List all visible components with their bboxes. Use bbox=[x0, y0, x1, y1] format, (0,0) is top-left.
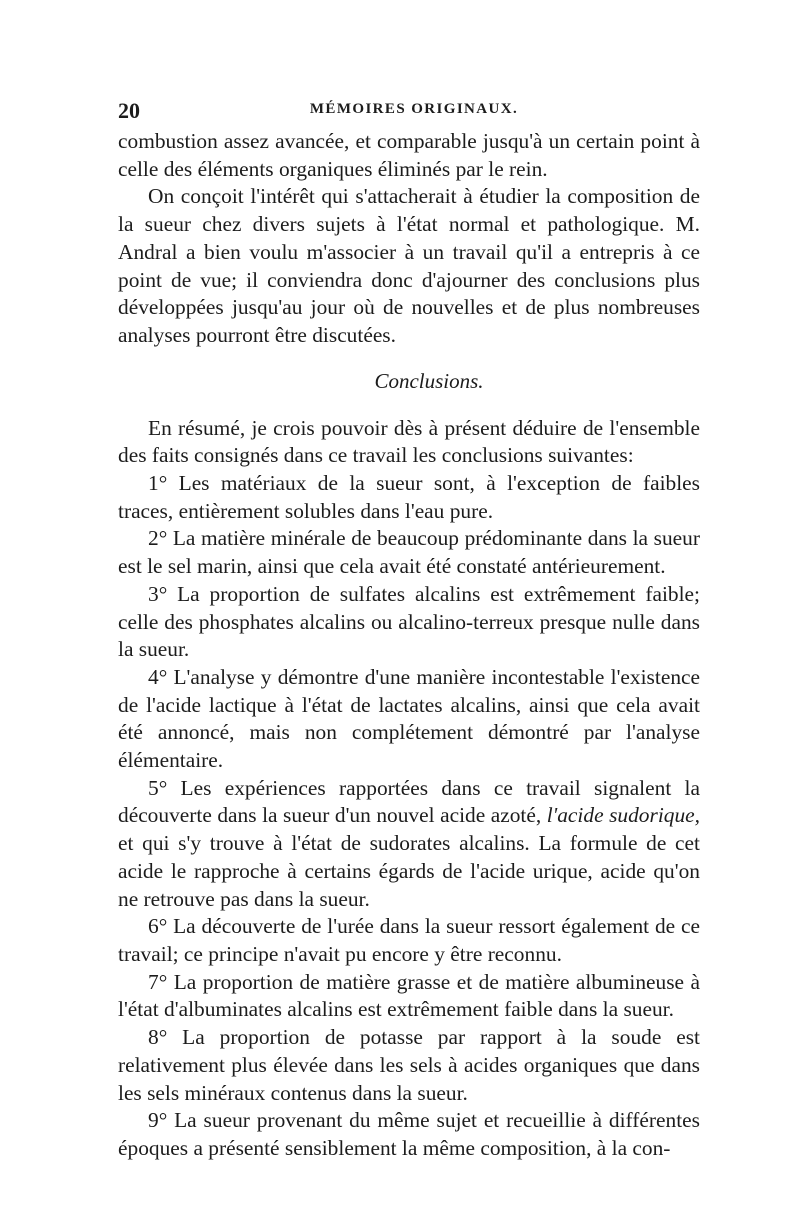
page-number: 20 bbox=[118, 98, 140, 123]
conclusion-5 bbox=[118, 775, 700, 914]
conclusion-5-text-end: et qui s'y trouve à l'état de sudorates alcalins. La formule de cet acide le rapproche à certains égards de l'acide urique, acide qu'on ne retrouve pas dans la sueur. bbox=[118, 831, 700, 911]
paragraph-summary: En résumé, je crois pouvoir dès à présent déduire de l'ensemble des faits consignés dans ce travail les conclusions suivantes: bbox=[118, 415, 700, 468]
section-heading-conclusions: Conclusions. bbox=[374, 368, 484, 393]
conclusion-9: 9° La sueur provenant du même sujet et recueillie à différentes époques a présenté sensiblement la même composition, à la con- bbox=[118, 1108, 700, 1160]
conclusion-6: 6° La découverte de l'urée dans la sueur ressort également de ce travail; ce principe n'avait pu encore y être reconnu. bbox=[118, 914, 700, 966]
conclusion-3: 3° La proportion de sulfates alcalins est extrêmement faible; celle des phosphates alcalins ou alcalino-terreux presque nulle dans la sueur. bbox=[118, 581, 700, 662]
paragraph-interest: On conçoit l'intérêt qui s'attacherait à étudier la composition de la sueur chez divers sujets à l'état normal et pathologique. M. Andral a bien voulu m'associer à un travail qu'il a entrepris à ce point de vue; il conviendra donc d'ajourner des conclusions plus développées jusqu'au jour où de nouvelles et de plus nombreuses analyses pourront être discutées. bbox=[118, 184, 700, 347]
conclusion-1: 1° Les matériaux de la sueur sont, à l'exception de faibles traces, entièrement solubles dans l'eau pure. bbox=[118, 471, 700, 523]
paragraph-continuation: combustion assez avancée, et comparable jusqu'à un certain point à celle des éléments organiques éliminés par le rein. bbox=[118, 129, 700, 181]
page-header bbox=[118, 98, 700, 124]
conclusion-8: 8° La proportion de potasse par rapport à la soude est relativement plus élevée dans les sels à acides organiques que dans les sels minéraux contenus dans la sueur. bbox=[118, 1025, 700, 1105]
conclusion-7: 7° La proportion de matière grasse et de matière albumineuse à l'état d'albuminates alcalins est extrêmement faible dans la sueur. bbox=[118, 969, 700, 1022]
conclusion-4: 4° L'analyse y démontre d'une manière incontestable l'existence de l'acide lactique à l'état de lactates alcalins, ainsi que cela avait été annoncé, mais non complétement démontré par l'analyse élémentaire. bbox=[118, 664, 700, 773]
body-text bbox=[118, 128, 700, 1163]
conclusion-2: 2° La matière minérale de beaucoup prédominante dans la sueur est le sel marin, ainsi que cela avait été constaté antérieurement. bbox=[118, 526, 700, 579]
conclusion-5-text-start: 5° Les expériences rapportées dans ce travail signalent la découverte dans la sueur d'un nouvel acide azoté, bbox=[118, 775, 700, 828]
running-title: MÉMOIRES ORIGINAUX. bbox=[309, 101, 519, 117]
conclusion-5-term: l'acide sudorique, bbox=[546, 803, 700, 828]
